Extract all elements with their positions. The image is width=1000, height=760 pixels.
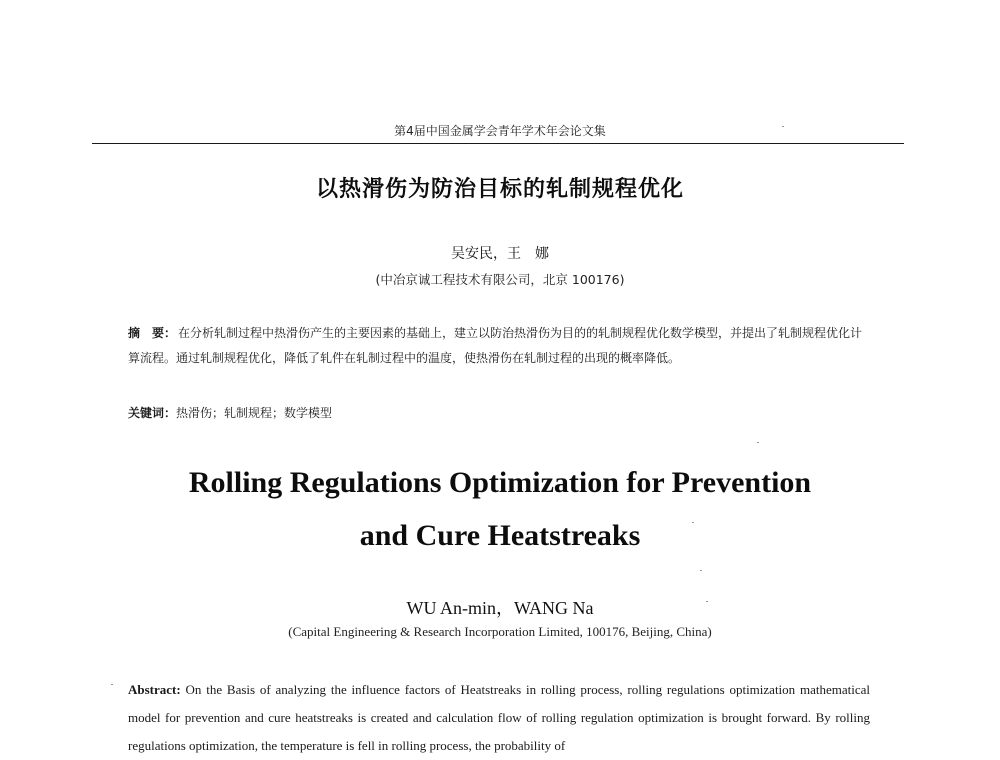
chinese-keywords-label: 关键词：	[128, 406, 177, 420]
english-abstract	[128, 676, 870, 760]
chinese-authors: 吴安民，王 娜	[451, 246, 549, 262]
english-title-line-1: Rolling Regulations Optimization for Prevention	[188, 466, 812, 499]
english-title-line-2: and Cure Heatstreaks	[359, 519, 641, 552]
chinese-title: 以热滑伤为防治目标的轧制规程优化	[315, 177, 684, 202]
scan-speck	[757, 442, 759, 443]
chinese-abstract-label: 摘 要：	[128, 326, 177, 340]
scan-speck	[706, 601, 708, 602]
chinese-affiliation: (中冶京诚工程技术有限公司，北京 100176)	[375, 272, 625, 287]
chinese-abstract-text: 在分析轧制过程中热滑伤产生的主要因素的基础上，建立以防治热滑伤为目的的轧制规程优化数学模型，并提出了轧制规程优化计算流程。通过轧制规程优化，降低了轧件在轧制过程中的温度，使热滑伤在轧制过程的出现的概率降低。	[128, 326, 863, 365]
english-affiliation: (Capital Engineering & Research Incorporation Limited, 100176, Beijing, China)	[288, 624, 712, 639]
header-rule	[92, 143, 904, 144]
english-abstract-text: On the Basis of analyzing the influence factors of Heatstreaks in rolling process, rolling regulations optimization mathematical model for prevention and cure heatstreaks is created and calculation flow of rolling regulation optimization is brought forward. By rolling regulations optimization, the temperature is fell in rolling process, the probability of	[128, 682, 870, 753]
scan-speck	[692, 522, 694, 523]
chinese-abstract	[128, 321, 870, 371]
scan-speck	[782, 126, 784, 127]
running-header: 第4届中国金属学会青年学术年会论文集	[394, 124, 606, 138]
english-authors: WU An-min，WANG Na	[406, 598, 594, 618]
english-abstract-label: Abstract:	[128, 682, 181, 697]
chinese-keywords-text: 热滑伤；轧制规程；数学模型	[176, 406, 333, 420]
chinese-keywords	[128, 404, 870, 421]
scan-speck	[700, 570, 702, 571]
scan-speck	[111, 684, 113, 685]
